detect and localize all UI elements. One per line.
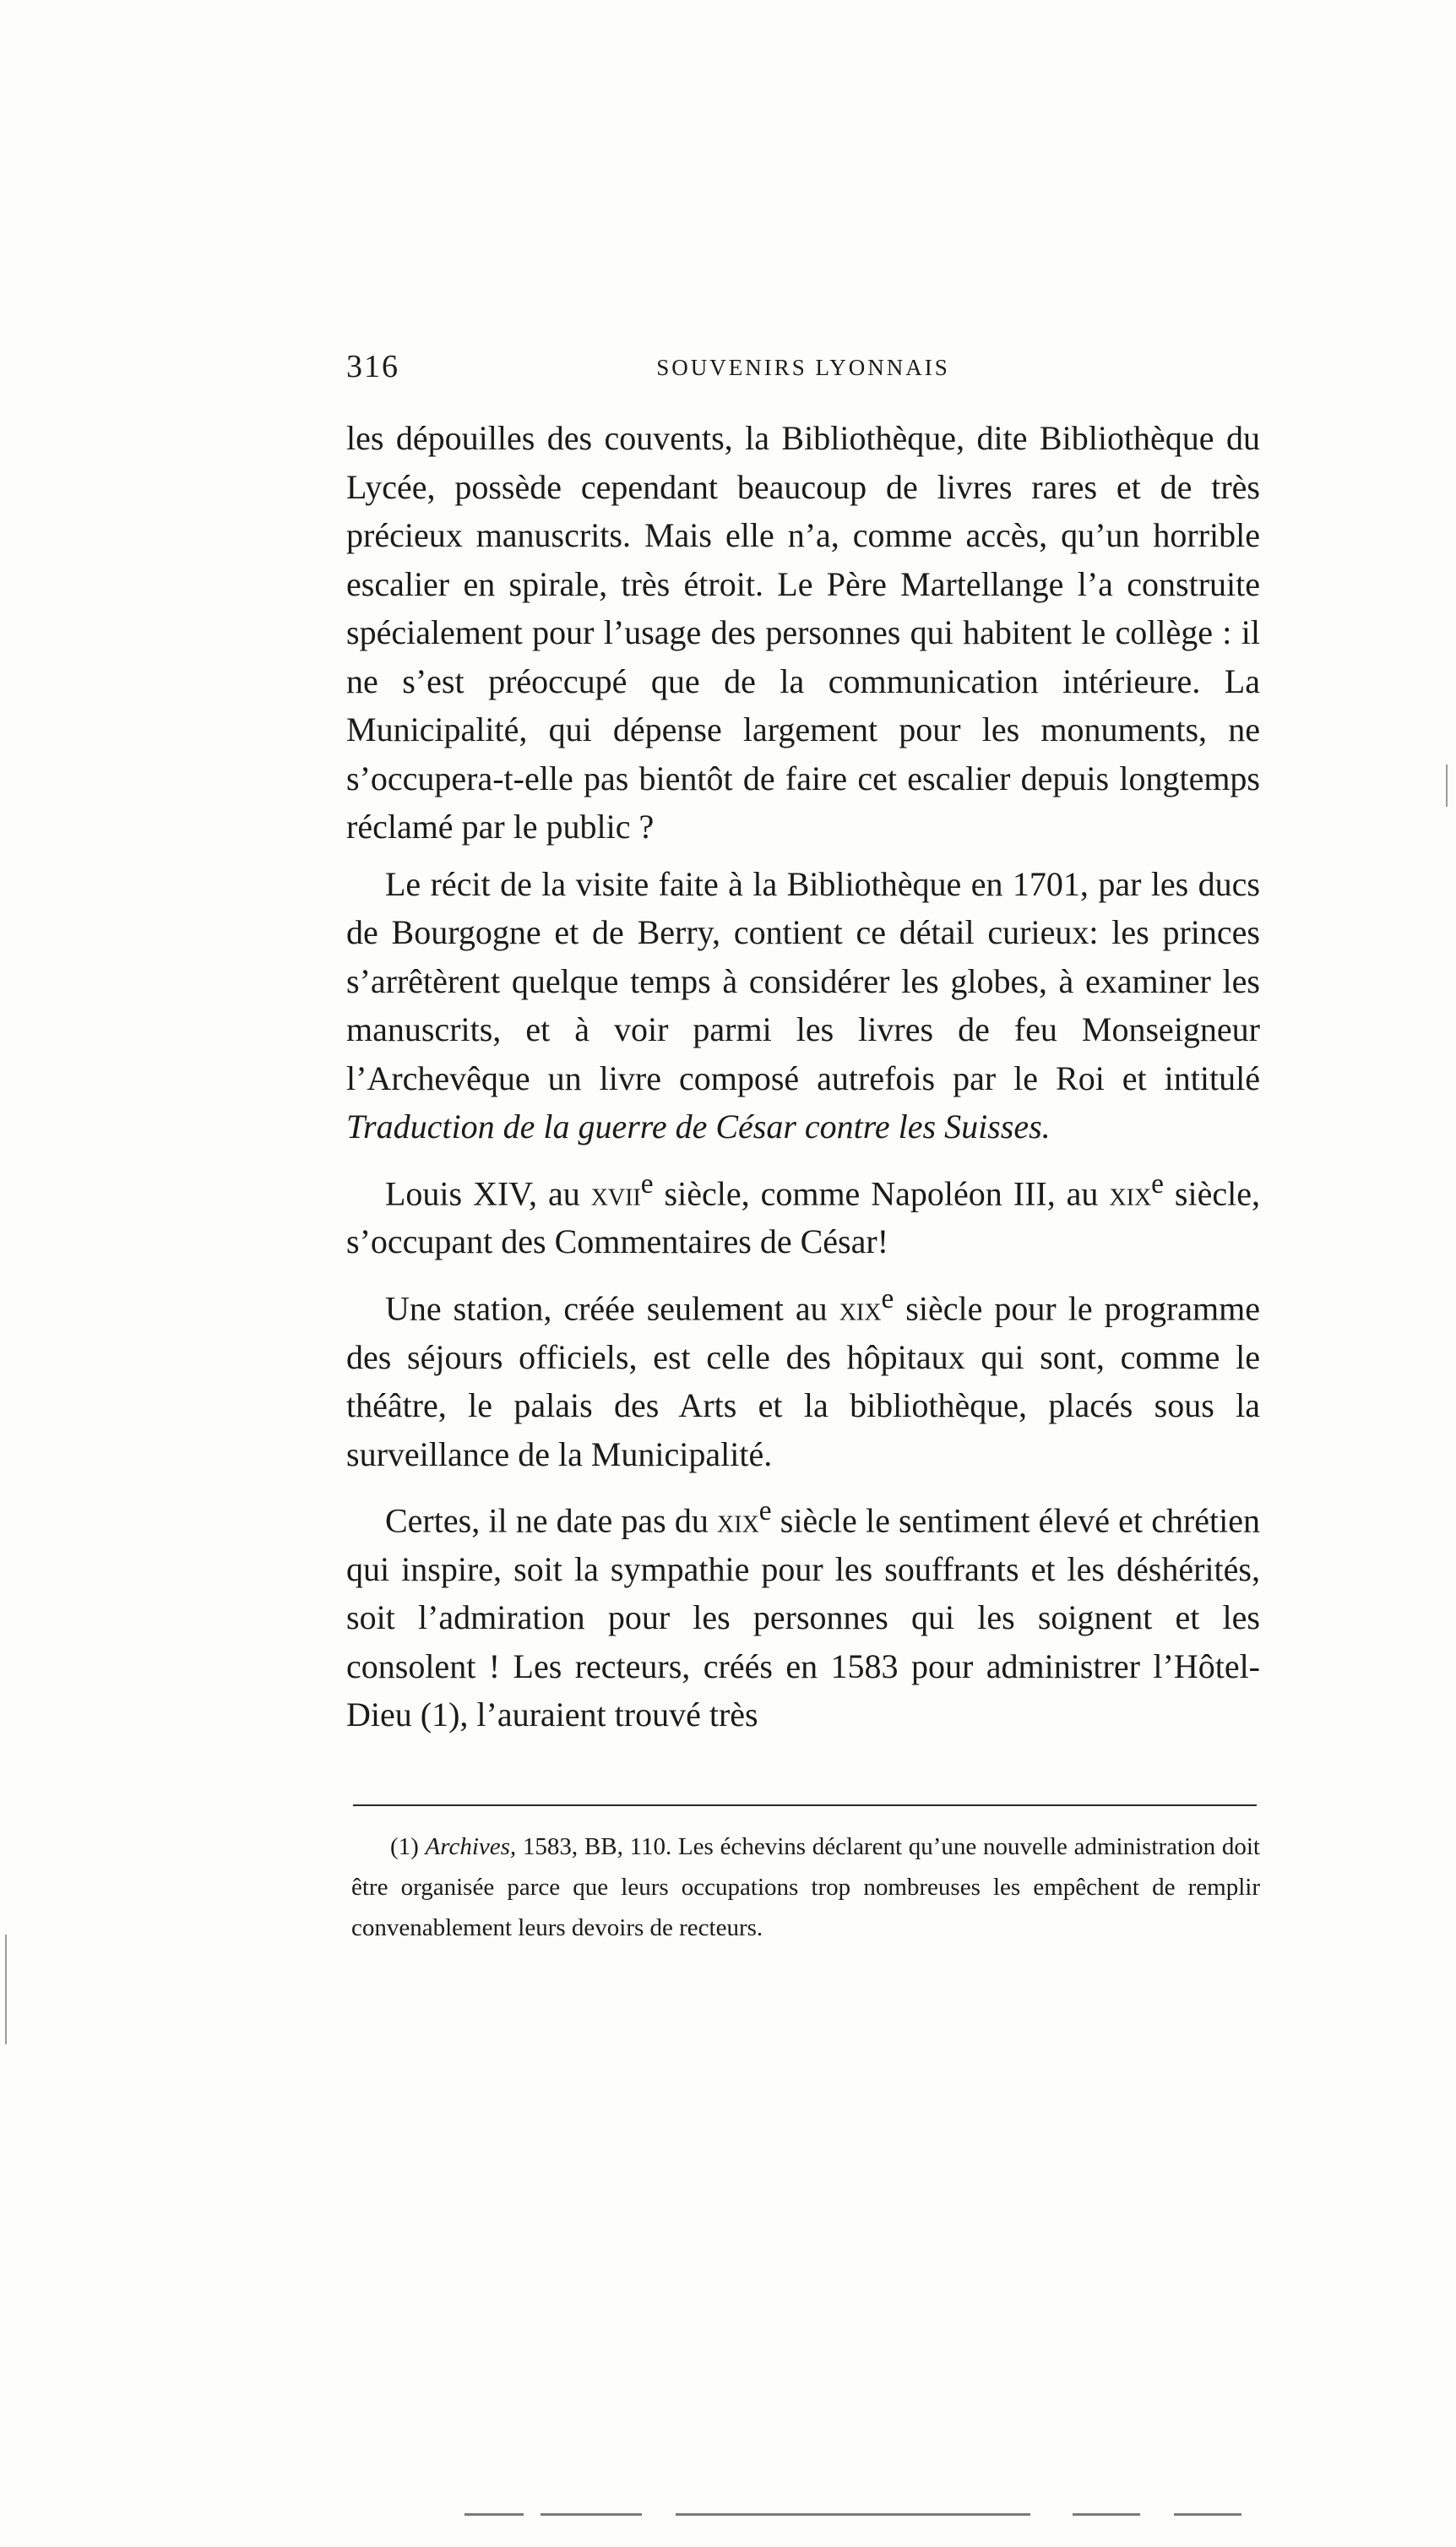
footnote-marker: (1) [390, 1833, 426, 1860]
century-numeral-3: xix [839, 1289, 882, 1328]
century-numeral-4: xix [717, 1501, 759, 1540]
century-suffix-1: e [640, 1167, 654, 1200]
century-suffix-2: e [1151, 1167, 1164, 1200]
paragraph-3-part-a: Louis XIV, au [385, 1173, 591, 1212]
footnote [351, 1826, 1260, 1948]
footnote-source-italic: Archives, [425, 1833, 517, 1860]
paragraph-5 [346, 1487, 1260, 1739]
paragraph-2 [346, 860, 1260, 1151]
main-text [346, 414, 1260, 1748]
book-title-italic: Traduction de la guerre de César contre les Suisses. [346, 1108, 1051, 1146]
scan-bottom-edge-3 [676, 2513, 1030, 2516]
paragraph-5-part-b: siècle le sentiment élevé et chrétien qui inspire, soit la sympathie pour les souffrants et les déshérités, soit l’admiration pour les personnes qui les soignent et les consolent ! Les recteurs, créés en 1583 pour administrer l’Hôtel-Dieu (1), l’auraient trouvé très [346, 1501, 1261, 1734]
paragraph-4-part-b: siècle pour le programme des séjours officiels, est celle des hôpitaux qui sont, comme le théâtre, le palais des Arts et la bibliothèque, placés sous la surveillance de la Municipalité. [346, 1289, 1260, 1473]
paragraph-3 [346, 1160, 1260, 1266]
scan-mark-right [1446, 765, 1448, 807]
scan-bottom-edge-1 [465, 2513, 524, 2516]
paragraph-2-text: Le récit de la visite faite à la Bibliothèque en 1701, par les ducs de Bourgogne et de Berry, contient ce détail curieux: les princes s’arrêtèrent quelque temps à considérer les globes, à examiner les manuscrits, et à voir parmi les livres de feu Monseigneur l’Archevêque un livre composé autrefois par le Roi et intitulé [346, 864, 1260, 1097]
scan-mark-left [5, 1935, 7, 2044]
century-suffix-3: e [881, 1282, 894, 1314]
paragraph-1: les dépouilles des couvents, la Bibliothèque, dite Bibliothèque du Lycée, possède cependant beaucoup de livres rares et de très précieux manuscrits. Mais elle n’a, comme accès, qu’un horrible escalier en spirale, très étroit. Le Père Martellange l’a construite spécialement pour l’usage des personnes qui habitent le collège : il ne s’est préoccupé que de la communication intérieure. La Municipalité, qui dépense largement pour les monuments, ne s’occupera-t-elle pas bientôt de faire cet escalier depuis longtemps réclamé par le public ? [346, 419, 1260, 846]
century-suffix-4: e [758, 1495, 772, 1527]
century-numeral-2: xix [1109, 1173, 1152, 1212]
paragraph-3-part-b: siècle, comme Napoléon III, au [653, 1173, 1110, 1212]
scan-bottom-edge-4 [1073, 2513, 1140, 2516]
paragraph-5-part-a: Certes, il ne date pas du [385, 1501, 718, 1540]
running-title: SOUVENIRS LYONNAIS [656, 355, 950, 380]
footnote-rule [353, 1804, 1257, 1806]
paragraph-4-part-a: Une station, créée seulement au [385, 1289, 839, 1328]
footnote-text: 1583, BB, 110. Les échevins déclarent qu’une nouvelle administration doit être organisée parce que leurs occupations trop nombreuses les empêchent de remplir convenablement leurs devoirs de recteurs. [351, 1833, 1260, 1941]
scan-bottom-edge-2 [541, 2513, 642, 2516]
page-number: 316 [346, 349, 399, 384]
scan-bottom-edge-5 [1174, 2513, 1241, 2516]
page-header [346, 348, 1260, 399]
century-numeral-1: xvii [590, 1173, 641, 1212]
paragraph-3-part-c: siècle, s’occupant des Commentaires de César! [346, 1173, 1260, 1261]
paragraph-4 [346, 1275, 1260, 1478]
